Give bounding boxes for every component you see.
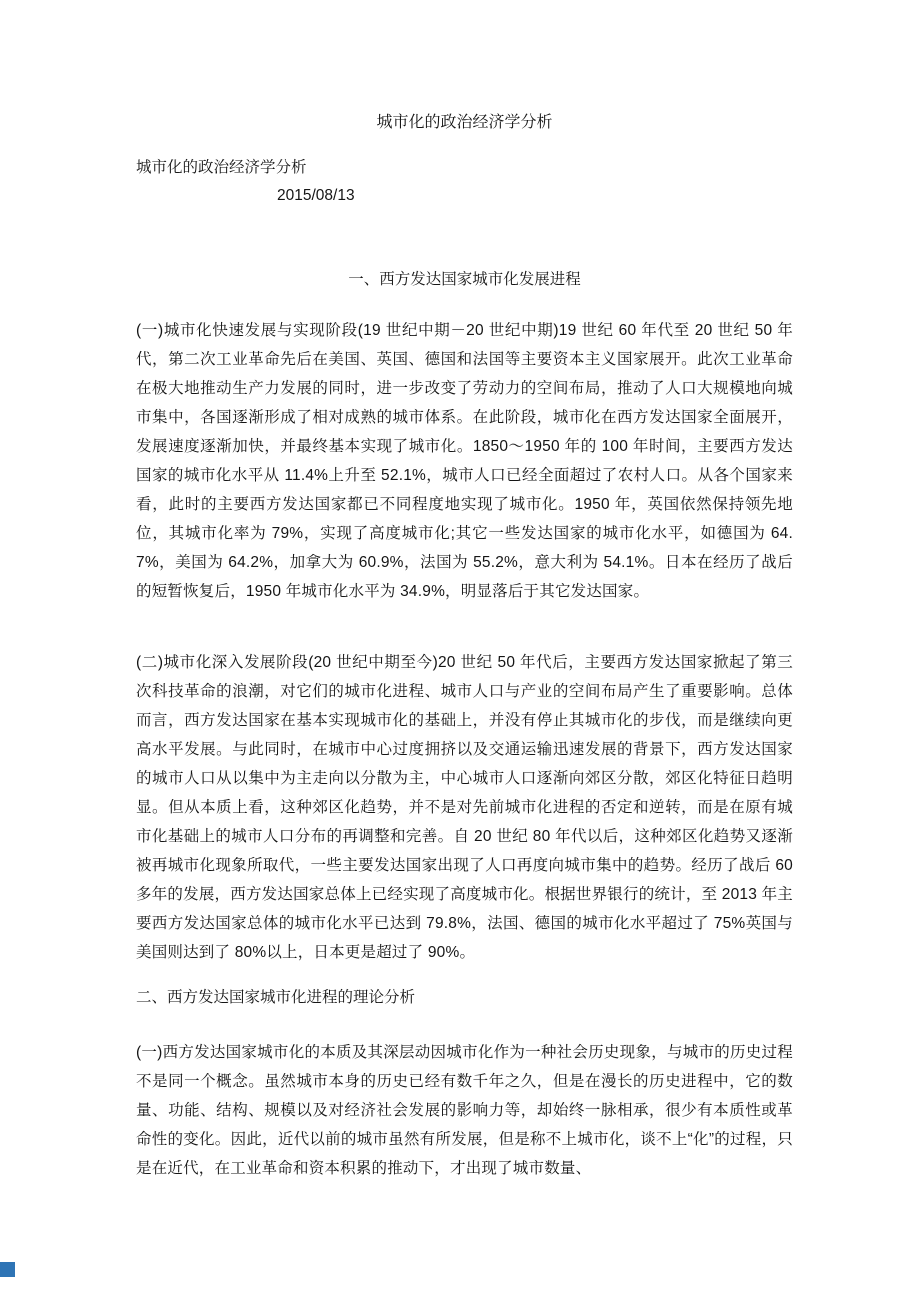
section-1-heading: 一、西方发达国家城市化发展进程 <box>348 271 581 288</box>
document-date: 2015/08/13 <box>277 187 355 204</box>
section-1-paragraph-1: (一)城市化快速发展与实现阶段(19 世纪中期－20 世纪中期)19 世纪 60 年代至 20 世纪 50 年代，第二次工业革命先后在美国、英国、德国和法国等主要资本主义国家展开。此次工业革命在极大地推动生产力发展的同时，进一步改变了劳动力的空间布局，推动了人口大规模地向城市集中，各国逐渐形成了相对成熟的城市体系。在此阶段，城市化在西方发达国家全面展开，发展速度逐渐加快，并最终基本实现了城市化。1850～1950 年的 100 年时间，主要西方发达国家的城市化水平从 11.4%上升至 52.1%，城市人口已经全面超过了农村人口。从各个国家来看，此时的主要西方发达国家都已不同程度地实现了城市化。1950 年，英国依然保持领先地位，其城市化率为 79%，实现了高度城市化;其它一些发达国家的城市化水平，如德国为 64.7%，美国为 64.2%，加拿大为 60.9%，法国为 55.2%，意大利为 54.1%。日本在经历了战后的短暂恢复后，1950 年城市化水平为 34.9%，明显落后于其它发达国家。 <box>136 322 793 600</box>
document-content <box>136 0 793 1302</box>
section-1-paragraph-2: (二)城市化深入发展阶段(20 世纪中期至今)20 世纪 50 年代后，主要西方发达国家掀起了第三次科技革命的浪潮，对它们的城市化进程、城市人口与产业的空间布局产生了重要影响。总体而言，西方发达国家在基本实现城市化的基础上，并没有停止其城市化的步伐，而是继续向更高水平发展。与此同时，在城市中心过度拥挤以及交通运输迅速发展的背景下，西方发达国家的城市人口从以集中为主走向以分散为主，中心城市人口逐渐向郊区分散，郊区化特征日趋明显。但从本质上看，这种郊区化趋势，并不是对先前城市化进程的否定和逆转，而是在原有城市化基础上的城市人口分布的再调整和完善。自 20 世纪 80 年代以后，这种郊区化趋势又逐渐被再城市化现象所取代，一些主要发达国家出现了人口再度向城市集中的趋势。经历了战后 60 多年的发展，西方发达国家总体上已经实现了高度城市化。根据世界银行的统计，至 2013 年主要西方发达国家总体的城市化水平已达到 79.8%，法国、德国的城市化水平超过了 75%英国与美国则达到了 80%以上，日本更是超过了 90%。 <box>136 654 793 961</box>
document-title: 城市化的政治经济学分析 <box>376 114 553 131</box>
document-byline: 城市化的政治经济学分析 <box>136 159 307 176</box>
section-2-paragraph-1: (一)西方发达国家城市化的本质及其深层动因城市化作为一种社会历史现象，与城市的历史过程不是同一个概念。虽然城市本身的历史已经有数千年之久，但是在漫长的历史进程中，它的数量、功能、结构、规模以及对经济社会发展的影响力等，却始终一脉相承，很少有本质性或革命性的变化。因此，近代以前的城市虽然有所发展，但是称不上城市化，谈不上“化”的过程，只是在近代，在工业革命和资本积累的推动下，才出现了城市数量、 <box>136 1044 793 1177</box>
section-2-heading: 二、西方发达国家城市化进程的理论分析 <box>136 989 416 1006</box>
page-corner-marker <box>0 1262 15 1277</box>
